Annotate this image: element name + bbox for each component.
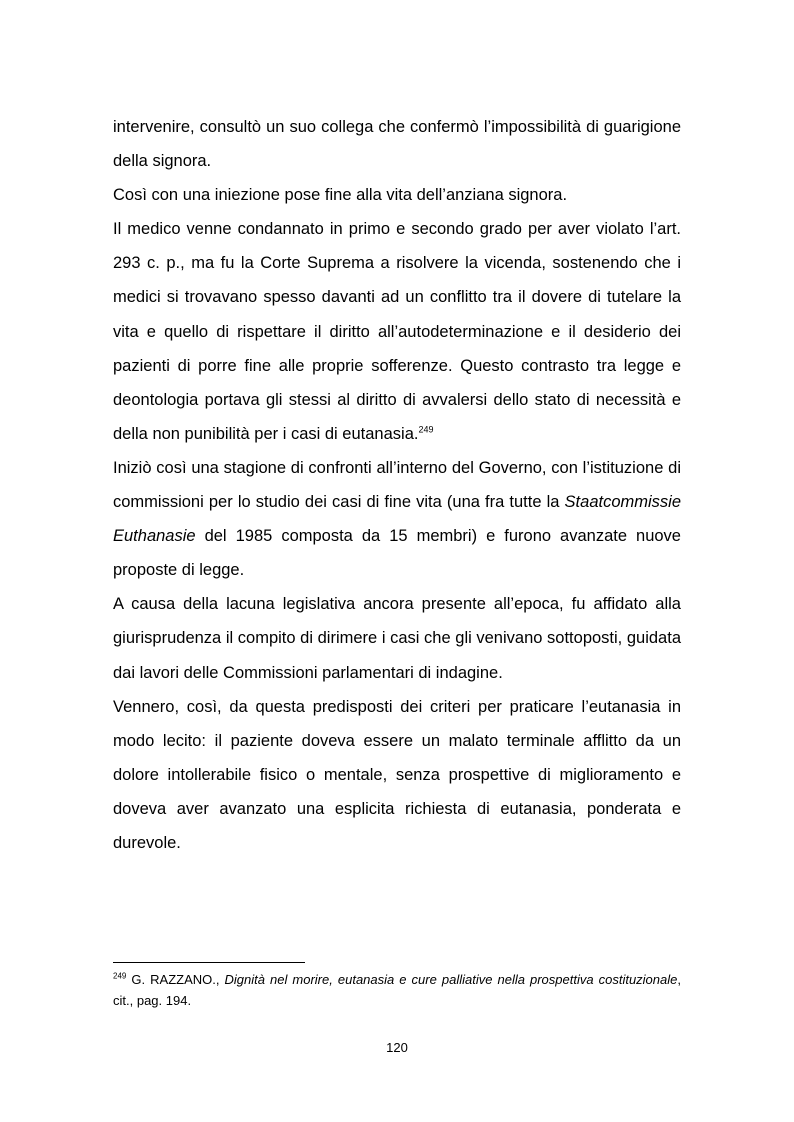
paragraph-2-text: Così con una iniezione pose fine alla vita dell’anziana signora. [113,186,568,205]
paragraph-3-text: Il medico venne condannato in primo e secondo grado per aver violato l’art. 293 c. p., ma fu la Corte Suprema a risolvere la vicenda, sostenendo che i medici si trovavano spesso davanti ad un conflitto tra il dovere di tutelare la vita e quello di rispettare il diritto all’autodeterminazione e il desiderio dei pazienti di porre fine alle proprie sofferenze. Questo contrasto tra legge e deontologia portava gli stessi al diritto di avvalersi dello stato di necessità e della non punibilità per i casi di eutanasia. [113,220,681,443]
paragraph-1 [113,110,681,178]
body-text [113,110,681,860]
paragraph-4-text-before: Iniziò così una stagione di confronti all’interno del Governo, con l’istituzione di commissioni per lo studio dei casi di fine vita (una fra tutte la [113,458,681,512]
paragraph-4-text-after: del 1985 composta da 15 membri) e furono avanzate nuove proposte di legge. [113,527,681,580]
footnote-separator [113,962,305,963]
paragraph-5-text: A causa della lacuna legislativa ancora presente all’epoca, fu affidato alla giurisprudenza il compito di dirimere i casi che gli venivano sottoposti, guidata dai lavori delle Commissioni parlamentari di indagine. [113,595,681,682]
paragraph-1-text: intervenire, consultò un suo collega che confermò l’impossibilità di guarigione della signora. [113,118,681,171]
paragraph-6 [113,690,681,860]
footnote-citation: , cit., pag. 194. [113,972,681,1008]
paragraph-5 [113,587,681,689]
commission-name-italic: Staatcommissie Euthanasie [113,493,681,546]
footnote-reference-249[interactable]: 249 [418,424,434,435]
paragraph-2 [113,178,681,212]
page-number: 120 [386,1040,408,1055]
footnote-number: 249 [113,971,127,981]
footnote-249 [113,969,681,1011]
footnote-author: G. RAZZANO., [126,972,225,987]
footnote-title: Dignità nel morire, eutanasia e cure palliative nella prospettiva costituzionale [224,972,678,987]
paragraph-3 [113,212,681,451]
paragraph-6-text: Vennero, così, da questa predisposti dei criteri per praticare l’eutanasia in modo lecito: il paziente doveva essere un malato terminale afflitto da un dolore intollerabile fisico o mentale, senza prospettive di miglioramento e doveva aver avanzato una esplicita richiesta di eutanasia, ponderata e durevole. [113,697,681,852]
paragraph-4 [113,451,681,587]
